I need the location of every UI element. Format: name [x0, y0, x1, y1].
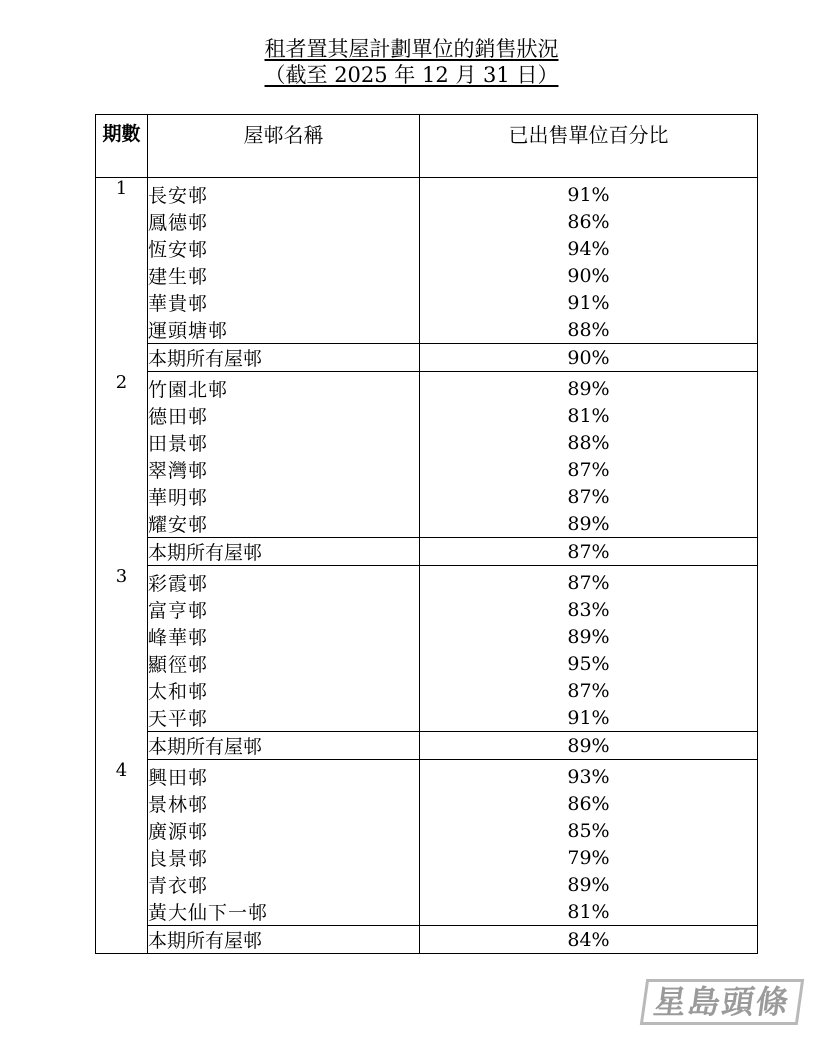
table-header-row [96, 115, 758, 178]
table-row [96, 704, 758, 732]
estate-sold-percentage: 87% [420, 677, 758, 704]
table-row [96, 898, 758, 926]
estate-name: 運頭塘邨 [148, 316, 420, 344]
phase-summary-row [96, 926, 758, 954]
estate-sold-percentage: 89% [420, 375, 758, 402]
document-title [0, 36, 823, 62]
estate-sold-percentage: 87% [420, 483, 758, 510]
title-line-2: （截至 2025 年 12 月 31 日） [264, 63, 559, 87]
estate-sold-percentage: 81% [420, 402, 758, 429]
estate-name: 耀安邨 [148, 510, 420, 538]
estate-name: 恆安邨 [148, 235, 420, 262]
estate-sold-percentage: 91% [420, 289, 758, 316]
table-row [96, 844, 758, 871]
estate-name: 德田邨 [148, 402, 420, 429]
estate-sold-percentage: 86% [420, 208, 758, 235]
table-row [96, 483, 758, 510]
table-row [96, 790, 758, 817]
estate-name: 田景邨 [148, 429, 420, 456]
table-row [96, 402, 758, 429]
estate-sold-percentage: 89% [420, 510, 758, 538]
summary-label: 本期所有屋邨 [148, 732, 420, 760]
summary-label: 本期所有屋邨 [148, 538, 420, 566]
estate-name: 華明邨 [148, 483, 420, 510]
table-body [96, 178, 758, 954]
table-row [96, 289, 758, 316]
estate-name: 興田邨 [148, 763, 420, 790]
estate-name: 景林邨 [148, 790, 420, 817]
estate-sold-percentage: 89% [420, 871, 758, 898]
header-sold-percentage: 已出售單位百分比 [420, 115, 758, 178]
watermark-logo [634, 978, 810, 1026]
estate-name: 鳳德邨 [148, 208, 420, 235]
estate-name: 黃大仙下一邨 [148, 898, 420, 926]
title-line-1: 租者置其屋計劃單位的銷售狀況 [264, 37, 559, 61]
estate-name: 太和邨 [148, 677, 420, 704]
table-row [96, 429, 758, 456]
table-row [96, 316, 758, 344]
sales-table [95, 114, 758, 954]
estate-sold-percentage: 85% [420, 817, 758, 844]
estate-sold-percentage: 87% [420, 569, 758, 596]
estate-sold-percentage: 90% [420, 262, 758, 289]
phase-summary-row [96, 538, 758, 566]
estate-name: 青衣邨 [148, 871, 420, 898]
estate-sold-percentage: 83% [420, 596, 758, 623]
table-row [96, 871, 758, 898]
phase-total-percentage: 84% [420, 926, 758, 954]
estate-sold-percentage: 88% [420, 429, 758, 456]
estate-name: 天平邨 [148, 704, 420, 732]
summary-label: 本期所有屋邨 [148, 926, 420, 954]
table-row [96, 650, 758, 677]
phase-total-percentage: 89% [420, 732, 758, 760]
estate-name: 竹園北邨 [148, 375, 420, 402]
header-phase: 期數 [96, 115, 148, 178]
estate-sold-percentage: 87% [420, 456, 758, 483]
estate-sold-percentage: 91% [420, 181, 758, 208]
phase-summary-row [96, 344, 758, 372]
phase-number: 1 [96, 178, 148, 372]
table-row [96, 623, 758, 650]
estate-name: 長安邨 [148, 181, 420, 208]
table-row [96, 208, 758, 235]
table-row [96, 456, 758, 483]
document-subtitle [0, 62, 823, 88]
estate-name: 良景邨 [148, 844, 420, 871]
phase-summary-row [96, 732, 758, 760]
estate-sold-percentage: 86% [420, 790, 758, 817]
header-estate-name: 屋邨名稱 [148, 115, 420, 178]
estate-sold-percentage: 88% [420, 316, 758, 344]
table-row [96, 677, 758, 704]
estate-name: 廣源邨 [148, 817, 420, 844]
estate-sold-percentage: 79% [420, 844, 758, 871]
estate-sold-percentage: 91% [420, 704, 758, 732]
table-row [96, 375, 758, 402]
estate-sold-percentage: 81% [420, 898, 758, 926]
table-row [96, 262, 758, 289]
table-row [96, 763, 758, 790]
table-row [96, 510, 758, 538]
estate-sold-percentage: 94% [420, 235, 758, 262]
table-row [96, 181, 758, 208]
estate-name: 顯徑邨 [148, 650, 420, 677]
summary-label: 本期所有屋邨 [148, 344, 420, 372]
watermark-text: 星島頭條 [640, 979, 804, 1025]
phase-total-percentage: 90% [420, 344, 758, 372]
table-row [96, 569, 758, 596]
estate-name: 峰華邨 [148, 623, 420, 650]
estate-sold-percentage: 89% [420, 623, 758, 650]
phase-number: 4 [96, 760, 148, 954]
estate-name: 彩霞邨 [148, 569, 420, 596]
estate-name: 華貴邨 [148, 289, 420, 316]
phase-number: 2 [96, 372, 148, 566]
estate-sold-percentage: 93% [420, 763, 758, 790]
phase-number: 3 [96, 566, 148, 760]
table-row [96, 235, 758, 262]
estate-sold-percentage: 95% [420, 650, 758, 677]
estate-name: 翠灣邨 [148, 456, 420, 483]
estate-name: 富亨邨 [148, 596, 420, 623]
estate-name: 建生邨 [148, 262, 420, 289]
table-row [96, 596, 758, 623]
phase-total-percentage: 87% [420, 538, 758, 566]
table-row [96, 817, 758, 844]
